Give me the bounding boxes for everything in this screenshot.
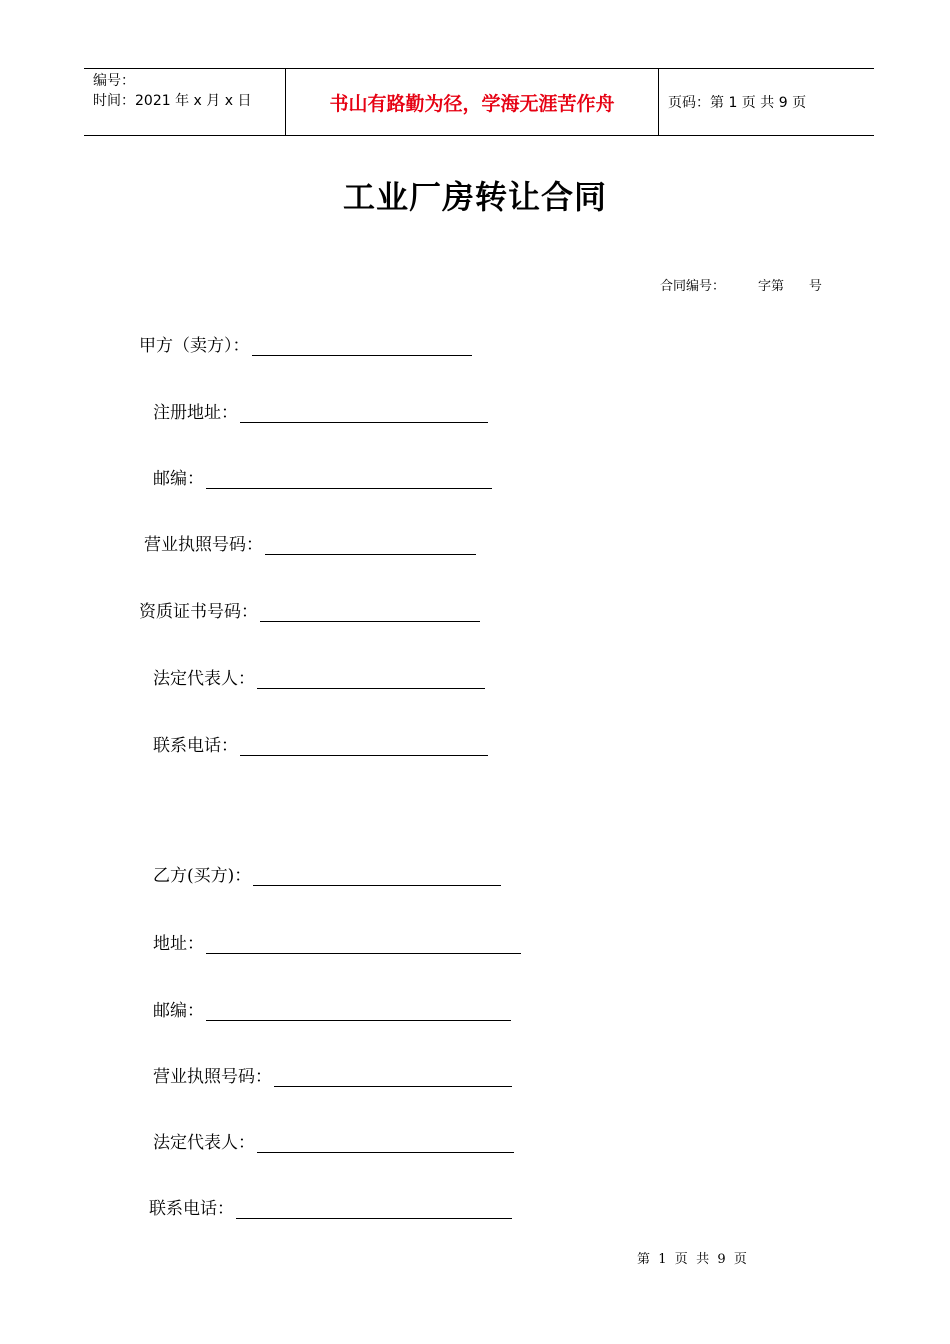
- party-b-license-field: [153, 1061, 512, 1087]
- party-a-postcode-field: [153, 463, 492, 489]
- contract-number: 合同编号： 字第 号: [660, 279, 822, 294]
- party-b-name-label: 乙方(买方)：: [153, 866, 252, 886]
- party-a-license-label: 营业执照号码：: [144, 535, 263, 555]
- party-a-postcode-label: 邮编：: [153, 469, 204, 489]
- party-a-license-field: [144, 529, 476, 555]
- party-b-representative-blank[interactable]: [257, 1132, 514, 1153]
- party-b-postcode-blank[interactable]: [206, 1000, 511, 1021]
- party-b-phone-label: 联系电话：: [149, 1199, 234, 1219]
- party-a-phone-field: [153, 730, 488, 756]
- party-a-phone-label: 联系电话：: [153, 736, 238, 756]
- party-b-name-field: [153, 860, 501, 886]
- party-a-phone-blank[interactable]: [240, 735, 488, 756]
- party-b-license-blank[interactable]: [274, 1066, 512, 1087]
- party-b-license-label: 营业执照号码：: [153, 1067, 272, 1087]
- party-a-qualification-blank[interactable]: [260, 601, 480, 622]
- header-number: 编号：: [93, 73, 135, 89]
- document-header: [84, 68, 874, 136]
- header-motto-text: 书山有路勤为径，学海无涯苦作舟: [329, 92, 615, 115]
- party-a-qualification-field: [139, 596, 480, 622]
- party-b-postcode-label: 邮编：: [153, 1001, 204, 1021]
- party-a-address-blank[interactable]: [240, 402, 488, 423]
- header-time: 时间：2021 年 x 月 x 日: [93, 93, 252, 109]
- party-b-address-field: [153, 928, 521, 954]
- party-a-name-blank[interactable]: [252, 335, 472, 356]
- party-b-phone-field: [149, 1193, 512, 1219]
- party-a-name-field: [139, 330, 472, 356]
- party-a-representative-field: [153, 663, 485, 689]
- party-a-address-label: 注册地址：: [153, 403, 238, 423]
- party-b-address-label: 地址：: [153, 934, 204, 954]
- party-a-address-field: [153, 397, 488, 423]
- page-footer: 第 1 页 共 9 页: [637, 1252, 747, 1267]
- document-title: 工业厂房转让合同: [342, 178, 607, 216]
- party-a-license-blank[interactable]: [265, 534, 476, 555]
- party-b-representative-label: 法定代表人：: [153, 1133, 255, 1153]
- party-a-qualification-label: 资质证书号码：: [139, 602, 258, 622]
- party-b-phone-blank[interactable]: [236, 1198, 512, 1219]
- party-a-representative-blank[interactable]: [257, 668, 485, 689]
- party-a-name-label: 甲方（卖方）：: [139, 336, 250, 356]
- party-b-name-blank[interactable]: [253, 865, 501, 886]
- party-b-address-blank[interactable]: [206, 933, 521, 954]
- party-b-postcode-field: [153, 995, 511, 1021]
- header-motto: [285, 69, 659, 135]
- party-a-postcode-blank[interactable]: [206, 468, 492, 489]
- header-meta: [84, 69, 285, 135]
- party-a-representative-label: 法定代表人：: [153, 669, 255, 689]
- header-page-info: 页码：第 1 页 共 9 页: [668, 95, 807, 111]
- party-b-representative-field: [153, 1127, 514, 1153]
